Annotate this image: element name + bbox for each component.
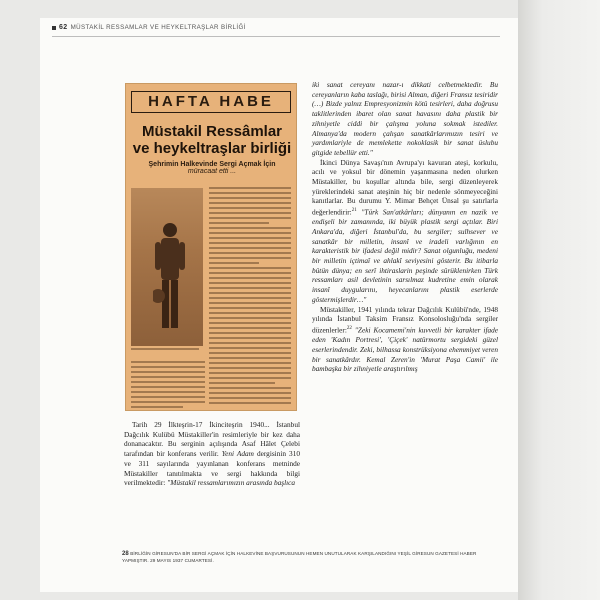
clipping-subhead-line1: Şehrimin Halkevinde Sergi Açmak İçin [148,161,276,168]
clipping-masthead: HAFTA HABE [131,91,291,113]
right-paragraph-3 [312,305,498,374]
clipping-subhead-line2: müracaat etti ... [187,168,237,175]
book-spine-shadow [518,0,600,600]
figure-caption-text: BİRLİĞİN GİRESUN'DA BİR SERGİ AÇMAK İÇİN HALKEVİNE BAŞVURUSUNUN HEMEN UNUTULARAK KARŞILANDIĞINI YEŞİL GİRESUN GAZETESİ HABER YAPMIŞTIR. 29 MAYIS 1937 CUMARTESİ. [122,551,477,563]
right-text-column [312,80,498,374]
right-paragraph-2-text: İkinci Dünya Savaşı'nın Avrupa'yı kavuran ateşi, korkulu, acılı ve yoksul bir dönemin yaşanmasına neden olurken Müstakiller, bu koşullar altında bile, sergi düzenleyerek yüreklerindeki sanat ateşinin hiç bir nedenle sönmeyeceğini kanıtlarlar. Bu durumu Y. Mimar Behçet Ünsal şu satırlarla değerlendirir: [312,157,498,217]
footnote-marker: 22 [346,326,352,331]
clipping-subhead [131,161,293,175]
right-quote-3: "Zeki Kocamemi'nin kuvvetli bir karakter ifade eden 'Kadın Portresi', 'Çiçek' natürmortu sergideki güzel eserlerindendir. Zeki, bilhassa konstrüksiyona ehemmiyet veren bir sanatkârdır. Kemal Zeren'in 'Murat Paşa Camii' ile bambaşka bir zihniyetle araştırılmış [312,325,499,374]
header-rule [52,36,500,37]
clipping-headline [131,123,293,157]
footnote-marker: 21 [351,208,357,214]
page-number: 62 [59,24,68,31]
header-square-icon [52,26,56,30]
right-paragraph-3-text: Müstakiller, 1941 yılında tekrar Dağcılık Kulübü'nde, 1948 yılında İstanbul Taksim Fransız Konsolosluğu'nda sergiler düzenlerler: [312,304,498,335]
left-paragraph-continuation: dergisinin 310 ve 311 sayılarında yayınlanan konferans metninde Müstakiller tanıtılmakta ve sergi hakkında bilgi verilmektedir: [124,449,300,488]
left-paragraph [124,420,300,488]
figure-number: 28 [122,551,129,557]
running-header [52,24,492,31]
right-quote-1: iki sanat cereyanı nazar-ı dikkati celbetmektedir. Bu cereyanların kaba taslağı, birisi Alman, diğeri Fransız tesiridir (…) Bizde yalnız Empresyonizmin kötü tesirleri, daha doğrusu taklitlerinden ibaret olan sanat havasını daha plastik bir zihniyetle ciddi bir çalışma yoluna sokmak istediler. Almanya'da modern çalışan sanatkârlarımızın tesiri ve yardımlariyle de memlekette nokoklasik bir sanat üslubu gitgide tebellür etti." [312,80,498,157]
figure-caption [122,551,502,564]
running-title: MÜSTAKİL RESSAMLAR VE HEYKELTRAŞLAR BİRLİĞİ [70,24,246,31]
left-paragraph-publication: Yeni Adam [221,449,254,459]
left-paragraph-quote: "Müstakil ressamlarımızın arasında başlıca [167,478,296,488]
clipping-headline-line2: ve heykeltraşlar birliği [132,140,292,157]
photo-caption-lines [131,348,203,356]
clipping-text-column-right [209,187,291,407]
clipping-headline-line1: Müstakil Ressâmlar [141,123,283,140]
left-paragraph-text: Tarih 29 İlkteşrin-17 İkinciteşrin 1940... İstanbul Dağcılık Kulübü Müstakiller'in resimleriyle bir kez daha donanacaktır. Bu serginin açılışında Asaf Hâlet Çelebi tarafından bir konferans verilir. [124,420,300,459]
standing-figure-illustration [153,218,187,336]
right-paragraph-2 [312,158,498,305]
left-text-column [124,420,300,488]
right-quote-2: "Türk San'atkârları; dünyanın en nazik ve endişeli bir zamanında, iki büyük plastik sergi açtılar. Biri Ankara'da, diğeri İstanbul'da, bu sergiler; sulhsever ve sanatkâr bir milletin, insanî ve iradeli varlığının en karakteristik bir ifadesi değil midir? Sanat olgunluğu, medeni bir milletin içtimaî ve ahlakî seviyesini gösterir. Bu itibarla bütün dünya; en serî ihtiraslarin peşinde sürüklenirken Türk ressamları asil devletinin sarsılmaz kudretine emin olarak insanî duygularını, heyecanlarını plastik eserlerde göstermişlerdir…" [312,207,498,304]
clipping-photo [131,188,203,346]
clipping-text-column-left [131,361,205,411]
newspaper-clipping [125,83,297,411]
